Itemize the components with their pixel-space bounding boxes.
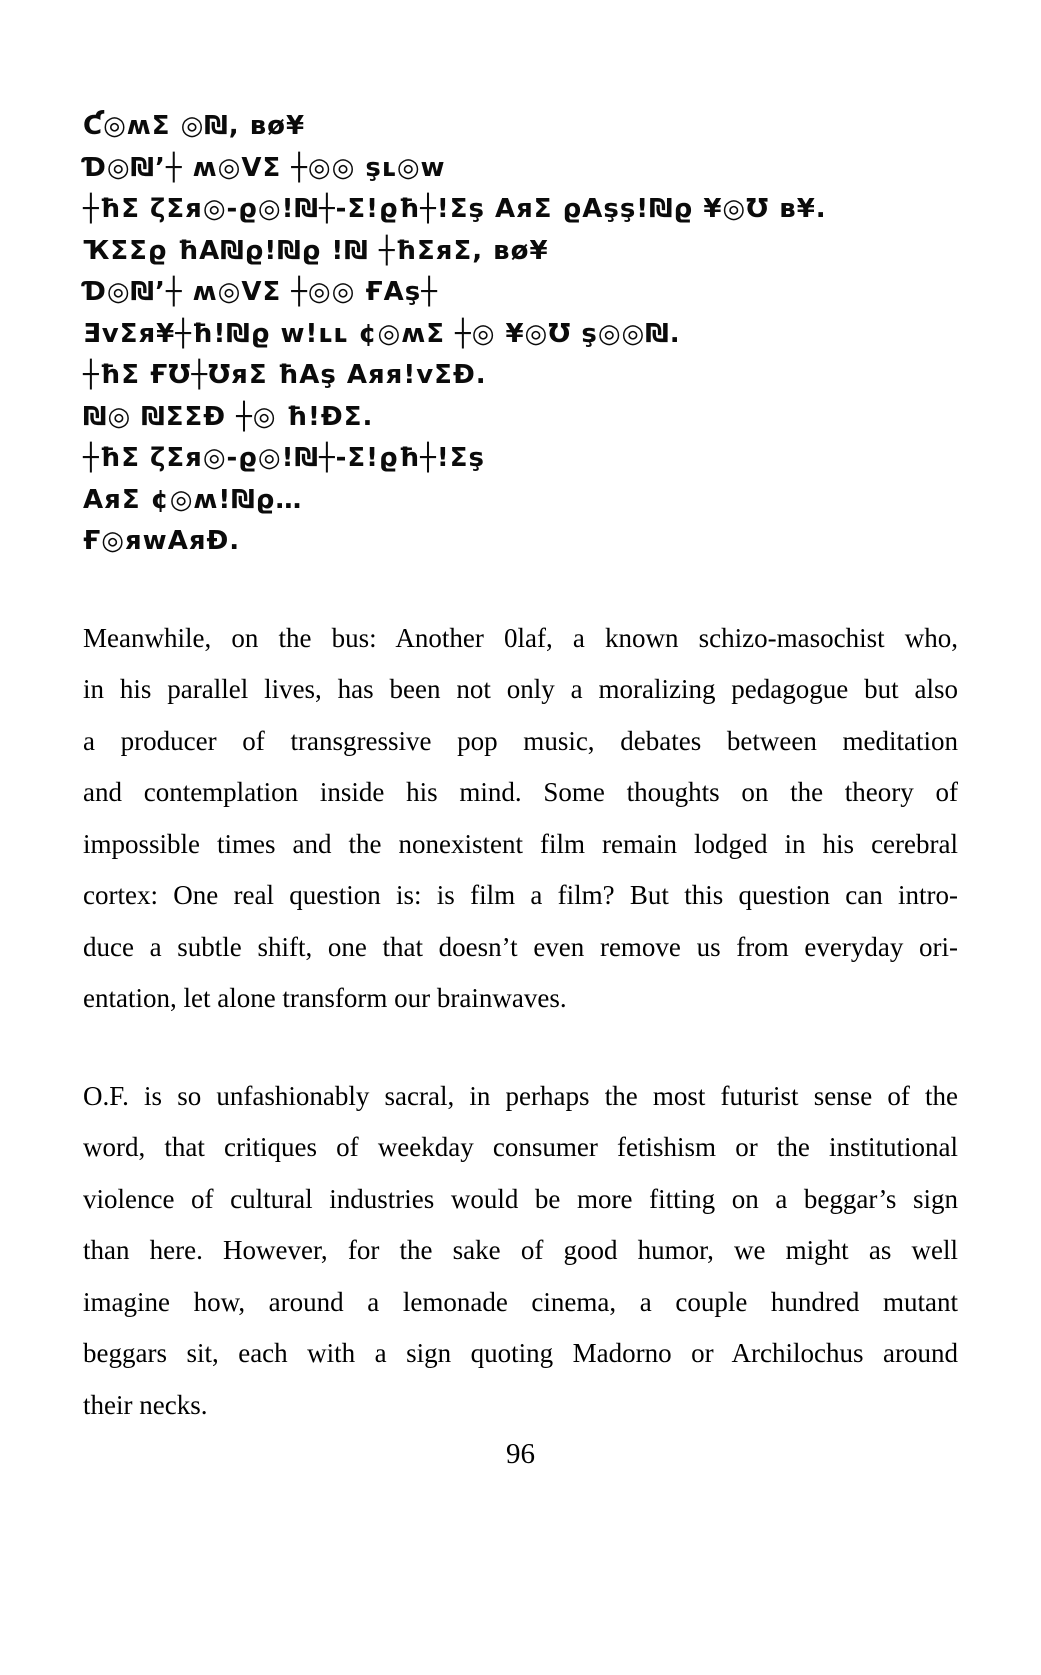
text-line: ƎvƩя¥┼ħ!₪ϱ w!ʟʟ ¢◎ʍƩ ┼◎ ¥◎Ʊ ş◎◎₪.: [83, 318, 681, 349]
text-line: Ғ◎яwAяĐ.: [83, 526, 241, 556]
text-line: duce a subtle shift, one that doesn’t even remove us from everyday ori-: [83, 931, 958, 962]
text-line: in his parallel lives, has been not only a moralizing pedagogue but also: [83, 674, 958, 704]
text-line: Ɗ◎₪’┼ ʍ◎VƩ ┼◎◎ şʟ◎w: [83, 152, 446, 183]
page-number: 96: [506, 1438, 535, 1470]
text-line: imagine how, around a lemonade cinema, a couple hundred mutant: [83, 1286, 958, 1317]
stylized-poem-block: [83, 106, 958, 563]
text-line: entation, let alone transform our brainwaves.: [83, 983, 567, 1013]
text-line: Meanwhile, on the bus: Another 0laf, a known schizo-masochist who,: [83, 622, 958, 653]
text-line: word, that critiques of weekday consumer fetishism or the institutional: [83, 1132, 958, 1162]
text-line: ┼ħƩ ҒƱ┼ƱяƩ ħAş Aяя!vƩĐ.: [83, 360, 487, 390]
text-line: and contemplation inside his mind. Some thoughts on the theory of: [83, 777, 958, 807]
text-line: impossible times and the nonexistent film remain lodged in his cerebral: [83, 828, 958, 859]
text-line: Ɗ◎₪’┼ ʍ◎VƩ ┼◎◎ ҒAş┼: [83, 277, 438, 307]
text-line: ҠƩƩϱ ħA₪ϱ!₪ϱ !₪ ┼ħƩяƩ, ʙø¥: [83, 235, 549, 266]
text-line: ┼ħƩ ζƩя◎-ϱ◎!₪┼-Ʃ!ϱħ┼!Ʃş: [83, 443, 485, 473]
book-page: [0, 106, 1041, 1675]
text-line: Ƈ◎ʍƩ ◎₪, ʙø¥: [83, 111, 306, 141]
text-line: cortex: One real question is: is film a film? But this question can intro-: [83, 880, 958, 910]
text-line: ₪◎ ₪ƩƩĐ ┼◎ ħ!ĐƩ.: [83, 401, 374, 432]
text-line: a producer of transgressive pop music, debates between meditation: [83, 725, 958, 756]
text-line: violence of cultural industries would be more fitting on a beggar’s sign: [83, 1183, 958, 1214]
prose-paragraph-2: [83, 1071, 958, 1432]
text-line: beggars sit, each with a sign quoting Madorno or Archilochus around: [83, 1338, 958, 1368]
prose-paragraph-1: [83, 613, 958, 1025]
text-line: their necks.: [83, 1389, 208, 1420]
text-line: AяƩ ¢◎ʍ!₪ϱ…: [83, 484, 303, 515]
text-line: than here. However, for the sake of good humor, we might as well: [83, 1235, 958, 1265]
text-line: O.F. is so unfashionably sacral, in perhaps the most futurist sense of the: [83, 1080, 958, 1111]
text-line: ┼ħƩ ζƩя◎-ϱ◎!₪┼-Ʃ!ϱħ┼!Ʃş AяƩ ϱAşş!₪ϱ ¥◎Ʊ ʙ¥.: [83, 194, 827, 224]
